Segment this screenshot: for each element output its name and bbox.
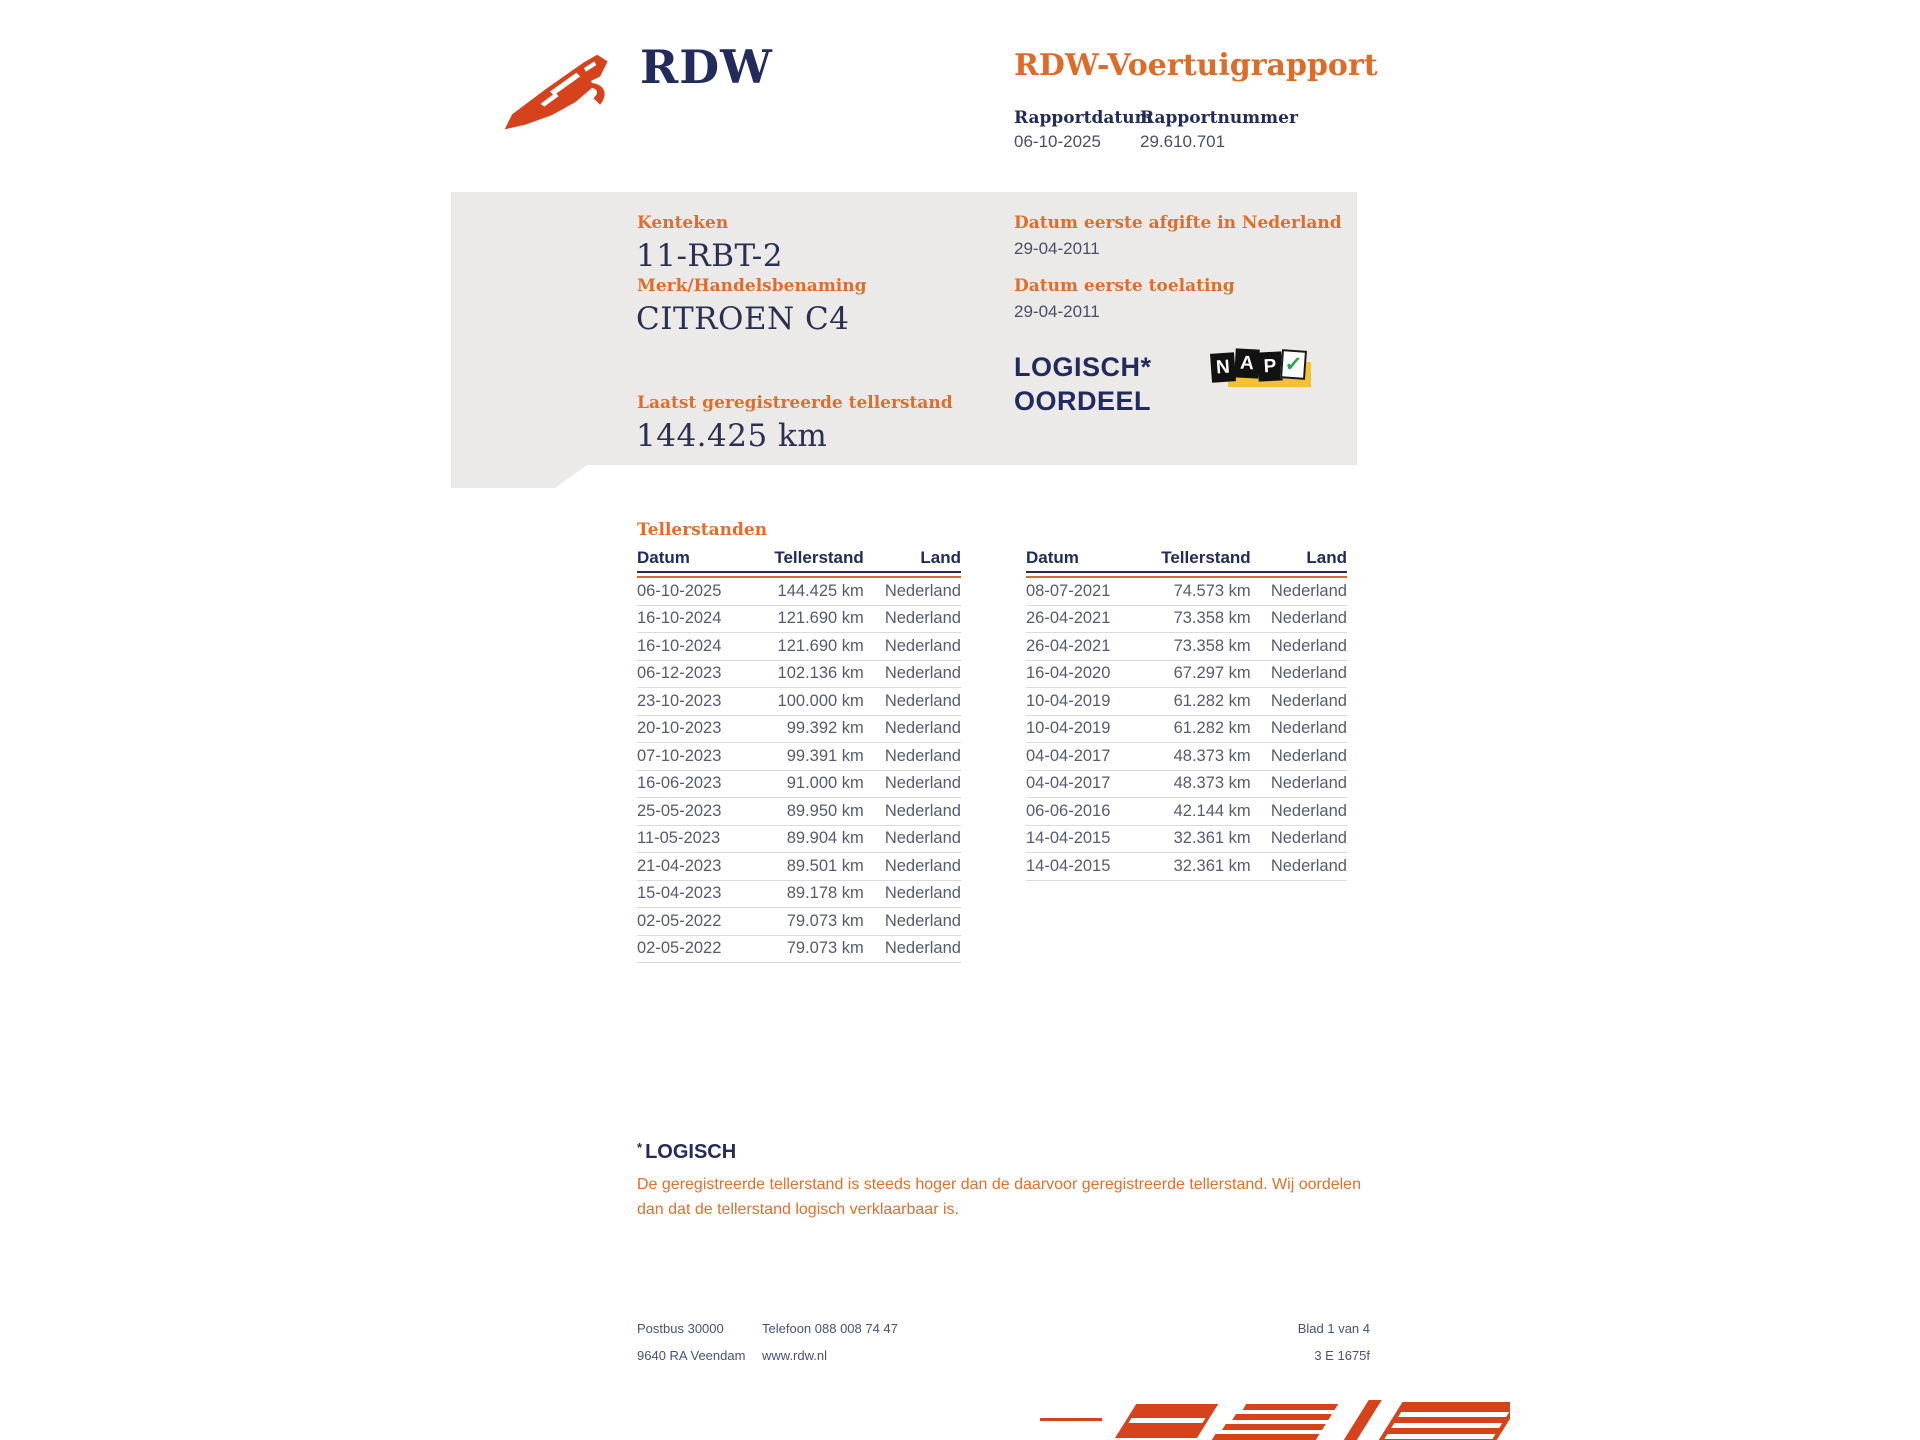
tellerstand-label: Laatst geregistreerde tellerstand: [637, 393, 953, 413]
tellerstanden-title: Tellerstanden: [637, 520, 768, 540]
cell-land: Nederland: [884, 884, 961, 903]
report-date-label: Rapportdatum: [1014, 108, 1153, 128]
cell-land: Nederland: [884, 911, 961, 930]
table-header-row: [1026, 548, 1347, 573]
cell-datum: 08-07-2021: [1026, 581, 1111, 600]
vehicle-summary-panel: [451, 192, 1357, 488]
table-row: [637, 936, 961, 964]
col-header-datum: Datum: [1026, 548, 1079, 567]
cell-tellerstand: 121.690 km: [777, 609, 864, 628]
footer-website: www.rdw.nl: [762, 1348, 828, 1363]
col-header-datum: Datum: [637, 548, 690, 567]
cell-tellerstand: 89.904 km: [786, 829, 864, 848]
cell-datum: 11-05-2023: [637, 829, 721, 848]
table-row: [1026, 661, 1347, 689]
cell-datum: 02-05-2022: [637, 911, 722, 930]
footer-address-line1: Postbus 30000: [637, 1321, 724, 1336]
asterisk-marker: *: [637, 1140, 643, 1155]
table-header-row: [637, 548, 961, 573]
cell-land: Nederland: [884, 746, 961, 765]
rdw-logo-text: RDW: [640, 40, 773, 94]
toelating-label: Datum eerste toelating: [1014, 276, 1235, 296]
footer-address: [637, 1315, 745, 1369]
cell-land: Nederland: [884, 774, 961, 793]
table-row: [1026, 633, 1347, 661]
cell-tellerstand: 102.136 km: [777, 664, 864, 683]
col-header-land: Land: [1306, 548, 1347, 567]
table-row: [1026, 688, 1347, 716]
cell-land: Nederland: [1270, 746, 1347, 765]
cell-datum: 04-04-2017: [1026, 774, 1111, 793]
cell-land: Nederland: [884, 664, 961, 683]
table-row: [637, 853, 961, 881]
footer-contact: [762, 1315, 898, 1369]
cell-tellerstand: 89.178 km: [786, 884, 864, 903]
cell-datum: 15-04-2023: [637, 884, 722, 903]
table-row: [1026, 578, 1347, 606]
cell-tellerstand: 121.690 km: [777, 636, 864, 655]
logisch-heading: [637, 1140, 736, 1164]
cell-land: Nederland: [884, 581, 961, 600]
cell-datum: 06-12-2023: [637, 664, 722, 683]
page-title: RDW-Voertuigrapport: [1014, 48, 1378, 83]
cell-datum: 10-04-2019: [1026, 719, 1111, 738]
cell-tellerstand: 91.000 km: [786, 774, 864, 793]
rdw-stripes-graphic: [1040, 1398, 1510, 1440]
table-row: [1026, 606, 1347, 634]
cell-land: Nederland: [1270, 691, 1347, 710]
table-row: [637, 743, 961, 771]
table-row: [1026, 853, 1347, 881]
table-row: [1026, 743, 1347, 771]
cell-datum: 14-04-2015: [1026, 829, 1111, 848]
nap-letter-n: N: [1210, 352, 1236, 383]
kenteken-value: 11-RBT-2: [636, 238, 783, 274]
toelating-value: 29-04-2011: [1014, 302, 1100, 321]
cell-tellerstand: 48.373 km: [1173, 774, 1251, 793]
cell-land: Nederland: [884, 719, 961, 738]
logisch-heading-text: LOGISCH: [645, 1141, 737, 1163]
nap-check-icon: ✓: [1280, 349, 1307, 380]
cell-land: Nederland: [884, 829, 961, 848]
cell-datum: 16-06-2023: [637, 774, 722, 793]
cell-datum: 10-04-2019: [1026, 691, 1111, 710]
meter-readings-table-right: [1026, 548, 1347, 881]
cell-datum: 04-04-2017: [1026, 746, 1111, 765]
cell-tellerstand: 89.501 km: [786, 856, 864, 875]
report-number-value: 29.610.701: [1140, 132, 1226, 151]
cell-datum: 23-10-2023: [637, 691, 722, 710]
cell-land: Nederland: [1270, 636, 1347, 655]
table-row: [637, 798, 961, 826]
table-row: [637, 633, 961, 661]
logisch-explanation: De geregistreerde tellerstand is steeds hoger dan de daarvoor geregistreerde tellerstand. Wij oordelen dan dat de tellerstand logisch verklaarbaar is.: [637, 1176, 1361, 1218]
footer-page-info: [1170, 1315, 1370, 1369]
col-header-land: Land: [920, 548, 961, 567]
table-row: [637, 716, 961, 744]
merk-value: CITROEN C4: [636, 301, 850, 337]
table-row: [637, 661, 961, 689]
cell-tellerstand: 74.573 km: [1173, 581, 1251, 600]
cell-land: Nederland: [1270, 856, 1347, 875]
cell-tellerstand: 73.358 km: [1173, 609, 1251, 628]
cell-land: Nederland: [1270, 664, 1347, 683]
rdw-logo-icon: [497, 50, 637, 135]
cell-tellerstand: 79.073 km: [786, 939, 864, 958]
oordeel-line2: OORDEEL: [1014, 386, 1152, 416]
cell-tellerstand: 32.361 km: [1173, 856, 1251, 875]
footer-page-number: Blad 1 van 4: [1297, 1321, 1370, 1336]
cell-tellerstand: 99.392 km: [786, 719, 864, 738]
cell-tellerstand: 42.144 km: [1173, 801, 1251, 820]
cell-datum: 16-10-2024: [637, 609, 722, 628]
cell-datum: 06-10-2025: [637, 581, 722, 600]
report-date-value: 06-10-2025: [1014, 132, 1101, 151]
footer-address-line2: 9640 RA Veendam: [637, 1348, 746, 1363]
cell-land: Nederland: [884, 609, 961, 628]
cell-tellerstand: 32.361 km: [1173, 829, 1251, 848]
oordeel-line1: LOGISCH*: [1014, 352, 1152, 382]
table-body-right: [1026, 578, 1347, 881]
cell-land: Nederland: [1270, 719, 1347, 738]
table-row: [1026, 826, 1347, 854]
cell-datum: 26-04-2021: [1026, 636, 1111, 655]
cell-tellerstand: 99.391 km: [786, 746, 864, 765]
cell-datum: 20-10-2023: [637, 719, 722, 738]
oordeel-verdict: [1014, 350, 1152, 418]
cell-land: Nederland: [1270, 581, 1347, 600]
table-body-left: [637, 578, 961, 963]
cell-tellerstand: 61.282 km: [1173, 691, 1251, 710]
table-row: [1026, 716, 1347, 744]
cell-land: Nederland: [884, 691, 961, 710]
cell-datum: 07-10-2023: [637, 746, 722, 765]
cell-datum: 02-05-2022: [637, 939, 722, 958]
cell-tellerstand: 61.282 km: [1173, 719, 1251, 738]
cell-datum: 16-10-2024: [637, 636, 722, 655]
cell-land: Nederland: [884, 856, 961, 875]
table-row: [637, 771, 961, 799]
table-row: [637, 908, 961, 936]
cell-land: Nederland: [1270, 829, 1347, 848]
table-row: [637, 688, 961, 716]
nap-letter-a: A: [1234, 348, 1259, 378]
cell-tellerstand: 67.297 km: [1173, 664, 1251, 683]
cell-tellerstand: 48.373 km: [1173, 746, 1251, 765]
cell-datum: 06-06-2016: [1026, 801, 1111, 820]
merk-label: Merk/Handelsbenaming: [637, 276, 867, 296]
nap-letter-p: P: [1257, 351, 1282, 381]
cell-land: Nederland: [884, 636, 961, 655]
table-row: [637, 826, 961, 854]
cell-datum: 26-04-2021: [1026, 609, 1111, 628]
footer-phone: Telefoon 088 008 74 47: [762, 1321, 898, 1336]
footer-form-code: 3 E 1675f: [1314, 1348, 1370, 1363]
cell-land: Nederland: [1270, 801, 1347, 820]
cell-datum: 21-04-2023: [637, 856, 722, 875]
cell-datum: 14-04-2015: [1026, 856, 1111, 875]
afgifte-label: Datum eerste afgifte in Nederland: [1014, 213, 1342, 233]
table-row: [1026, 771, 1347, 799]
col-header-tellerstand: Tellerstand: [774, 548, 864, 567]
table-row: [637, 606, 961, 634]
cell-land: Nederland: [1270, 609, 1347, 628]
cell-tellerstand: 89.950 km: [786, 801, 864, 820]
afgifte-value: 29-04-2011: [1014, 239, 1100, 258]
cell-tellerstand: 73.358 km: [1173, 636, 1251, 655]
tellerstand-value: 144.425 km: [636, 418, 828, 454]
cell-datum: 16-04-2020: [1026, 664, 1111, 683]
kenteken-label: Kenteken: [637, 213, 729, 233]
cell-land: Nederland: [884, 939, 961, 958]
meter-readings-table-left: [637, 548, 961, 963]
table-row: [637, 881, 961, 909]
cell-tellerstand: 100.000 km: [777, 691, 864, 710]
nap-logo: [1211, 348, 1315, 394]
report-number-label: Rapportnummer: [1140, 108, 1298, 128]
table-row: [1026, 798, 1347, 826]
cell-land: Nederland: [884, 801, 961, 820]
cell-land: Nederland: [1270, 774, 1347, 793]
cell-tellerstand: 144.425 km: [777, 581, 864, 600]
col-header-tellerstand: Tellerstand: [1161, 548, 1251, 567]
cell-datum: 25-05-2023: [637, 801, 722, 820]
table-row: [637, 578, 961, 606]
cell-tellerstand: 79.073 km: [786, 911, 864, 930]
